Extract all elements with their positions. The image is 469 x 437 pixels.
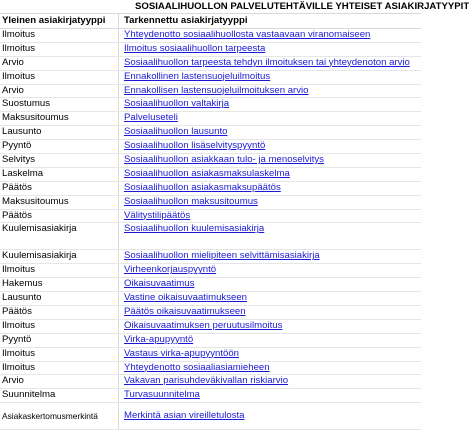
table-row xyxy=(0,43,421,57)
general-type-cell: Maksusitoumus xyxy=(0,196,119,209)
specific-type-cell xyxy=(119,140,421,153)
table-row xyxy=(0,389,421,403)
specific-type-link[interactable]: Päätös oikaisuvaatimukseen xyxy=(124,306,246,318)
specific-type-link[interactable]: Ennakollisen lastensuojeluilmoituksen arvio xyxy=(124,84,309,96)
table-row xyxy=(0,168,421,182)
specific-type-link[interactable]: Yhteydenotto sosiaaliasiamieheen xyxy=(124,361,270,373)
specific-type-link[interactable]: Oikaisuvaatimus xyxy=(124,278,195,290)
specific-type-link[interactable]: Sosiaalihuollon lausunto xyxy=(124,126,228,138)
specific-type-link[interactable]: Virheenkorjauspyyntö xyxy=(124,264,217,276)
general-type-cell: Arvio xyxy=(0,85,119,98)
general-type-cell: Päätös xyxy=(0,306,119,319)
table-row xyxy=(0,223,421,250)
specific-type-cell xyxy=(119,126,421,139)
specific-type-cell xyxy=(119,334,421,347)
general-type-cell: Ilmoitus xyxy=(0,320,119,333)
general-type-cell: Arvio xyxy=(0,57,119,70)
specific-type-cell xyxy=(119,264,421,277)
specific-type-cell xyxy=(119,43,421,56)
specific-type-link[interactable]: Sosiaalihuollon asiakkaan tulo- ja menoselvitys xyxy=(124,154,324,166)
specific-type-cell xyxy=(119,348,421,361)
specific-type-cell xyxy=(119,403,421,429)
table-row xyxy=(0,292,421,306)
table-row xyxy=(0,29,421,43)
general-type-cell: Ilmoitus xyxy=(0,29,119,42)
specific-type-link[interactable]: Merkintä asian vireilletulosta xyxy=(124,410,245,422)
specific-type-cell xyxy=(119,182,421,195)
table-row xyxy=(0,112,421,126)
general-type-cell: Päätös xyxy=(0,210,119,223)
general-type-cell: Maksusitoumus xyxy=(0,112,119,125)
specific-type-cell xyxy=(119,85,421,98)
specific-type-link[interactable]: Palveluseteli xyxy=(124,112,178,124)
table-row xyxy=(0,182,421,196)
specific-type-link[interactable]: Vastine oikaisuvaatimukseen xyxy=(124,292,248,304)
specific-type-link[interactable]: Vastaus virka-apupyyntöön xyxy=(124,347,240,359)
table-row xyxy=(0,57,421,71)
specific-type-cell xyxy=(119,250,421,263)
general-type-cell: Ilmoitus xyxy=(0,362,119,375)
specific-type-cell xyxy=(119,154,421,167)
general-type-cell: Kuulemisasiakirja xyxy=(0,223,119,249)
specific-type-link[interactable]: Sosiaalihuollon lisäselvityspyyntö xyxy=(124,140,266,152)
specific-type-link[interactable]: Yhteydenotto sosiaalihuollosta vastaavaan viranomaiseen xyxy=(124,29,371,40)
specific-type-link[interactable]: Vakavan parisuhdeväkivallan riskiarvio xyxy=(124,375,289,387)
column-header-general-type: Yleinen asiakirjatyyppi xyxy=(0,14,119,28)
table-row xyxy=(0,98,421,112)
table-row xyxy=(0,154,421,168)
specific-type-cell xyxy=(119,196,421,209)
general-type-cell: Ilmoitus xyxy=(0,43,119,56)
specific-type-cell xyxy=(119,375,421,388)
table-row xyxy=(0,140,421,154)
table-row xyxy=(0,126,421,140)
general-type-cell: Pyyntö xyxy=(0,334,119,347)
specific-type-link[interactable]: Sosiaalihuollon asiakasmaksupäätös xyxy=(124,181,281,193)
general-type-cell: Ilmoitus xyxy=(0,71,119,84)
table-body xyxy=(0,29,421,430)
table-header xyxy=(0,14,421,29)
specific-type-link[interactable]: Ennakollinen lastensuojeluilmoitus xyxy=(124,70,271,82)
general-type-cell: Laskelma xyxy=(0,168,119,181)
specific-type-cell xyxy=(119,168,421,181)
table-row xyxy=(0,348,421,362)
general-type-cell: Hakemus xyxy=(0,278,119,291)
specific-type-cell xyxy=(119,223,421,249)
specific-type-link[interactable]: Ilmoitus sosiaalihuollon tarpeesta xyxy=(124,42,266,54)
specific-type-cell xyxy=(119,278,421,291)
specific-type-link[interactable]: Sosiaalihuollon tarpeesta tehdyn ilmoituksen tai yhteydenoton arvio xyxy=(124,56,410,68)
specific-type-link[interactable]: Turvasuunnitelma xyxy=(124,389,200,401)
general-type-cell: Suostumus xyxy=(0,98,119,111)
general-type-cell: Pyyntö xyxy=(0,140,119,153)
table-row xyxy=(0,375,421,389)
specific-type-cell xyxy=(119,57,421,70)
table-row xyxy=(0,210,421,224)
specific-type-link[interactable]: Sosiaalihuollon mielipiteen selvittämisasiakirja xyxy=(124,250,320,262)
general-type-cell: Ilmoitus xyxy=(0,264,119,277)
specific-type-cell xyxy=(119,362,421,375)
table-row xyxy=(0,362,421,376)
specific-type-cell xyxy=(119,29,421,42)
general-type-cell: Arvio xyxy=(0,375,119,388)
specific-type-cell xyxy=(119,112,421,125)
general-type-cell: Lausunto xyxy=(0,126,119,139)
specific-type-link[interactable]: Sosiaalihuollon valtakirja xyxy=(124,98,230,110)
specific-type-link[interactable]: Välitystilipäätös xyxy=(124,209,191,221)
table-row xyxy=(0,85,421,99)
table-row xyxy=(0,403,421,430)
general-type-cell: Ilmoitus xyxy=(0,348,119,361)
table-row xyxy=(0,264,421,278)
table-row xyxy=(0,196,421,210)
specific-type-cell xyxy=(119,389,421,402)
specific-type-cell xyxy=(119,98,421,111)
specific-type-cell xyxy=(119,210,421,223)
general-type-cell: Päätös xyxy=(0,182,119,195)
table-row xyxy=(0,334,421,348)
specific-type-cell xyxy=(119,71,421,84)
general-type-cell: Kuulemisasiakirja xyxy=(0,250,119,263)
specific-type-cell xyxy=(119,292,421,305)
specific-type-link[interactable]: Virka-apupyyntö xyxy=(124,333,194,345)
table-row xyxy=(0,278,421,292)
table-row xyxy=(0,320,421,334)
general-type-cell: Asiakaskertomusmerkintä xyxy=(0,403,119,429)
table-row xyxy=(0,250,421,264)
sheet-title: SOSIAALIHUOLLON PALVELUTEHTÄVILLE YHTEISET ASIAKIRJATYYPIT xyxy=(0,0,421,14)
specific-type-link[interactable]: Sosiaalihuollon asiakasmaksulaskelma xyxy=(124,167,290,179)
table-row xyxy=(0,71,421,85)
specific-type-cell xyxy=(119,320,421,333)
column-header-specific-type: Tarkennettu asiakirjatyyppi xyxy=(124,15,248,26)
general-type-cell: Lausunto xyxy=(0,292,119,305)
specific-type-link[interactable]: Sosiaalihuollon maksusitoumus xyxy=(124,195,258,207)
specific-type-cell xyxy=(119,306,421,319)
table-row xyxy=(0,306,421,320)
specific-type-link[interactable]: Oikaisuvaatimuksen peruutusilmoitus xyxy=(124,319,283,331)
specific-type-link[interactable]: Sosiaalihuollon kuulemisasiakirja xyxy=(124,223,265,235)
general-type-cell: Selvitys xyxy=(0,154,119,167)
general-type-cell: Suunnitelma xyxy=(0,389,119,402)
